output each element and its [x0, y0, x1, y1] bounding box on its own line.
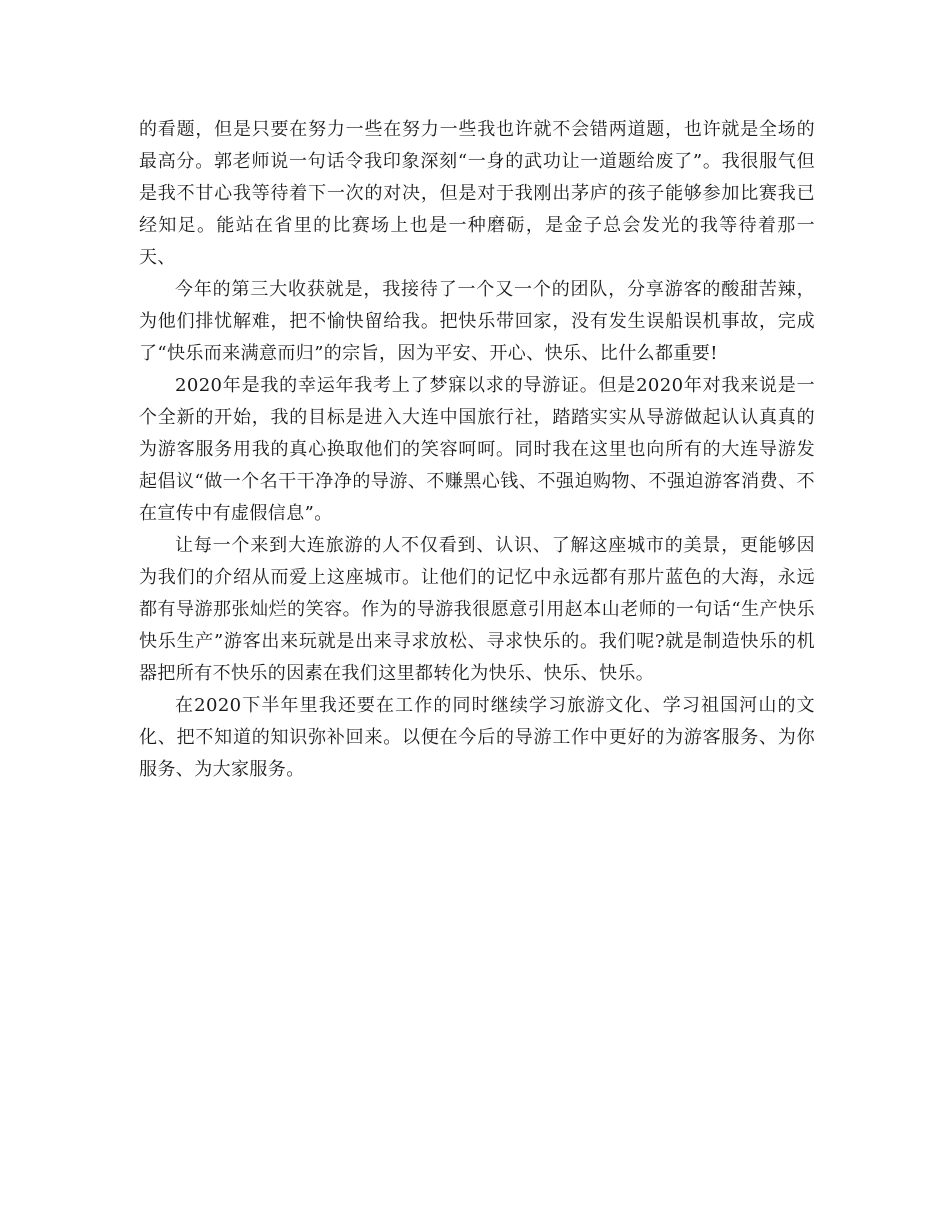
document-body [139, 114, 815, 786]
paragraph-second-half-plan: 在2020下半年里我还要在工作的同时继续学习旅游文化、学习祖国河山的文化、把不知道的知识弥补回来。以便在今后的导游工作中更好的为游客服务、为你服务、为大家服务。 [139, 695, 815, 780]
paragraph-love-city: 让每一个来到大连旅游的人不仅看到、认识、了解这座城市的美景，更能够因为我们的介绍从而爱上这座城市。让他们的记忆中永远都有那片蓝色的大海，永远都有导游那张灿烂的笑容。作为的导游我很愿意引用赵本山老师的一句话“生产快乐快乐生产”游客出来玩就是出来寻求放松、寻求快乐的。我们呢?就是制造快乐的机器把所有不快乐的因素在我们这里都转化为快乐、快乐、快乐。 [139, 535, 815, 684]
paragraph-lucky-year: 2020年是我的幸运年我考上了梦寐以求的导游证。但是2020年对我来说是一个全新的开始，我的目标是进入大连中国旅行社，踏踏实实从导游做起认认真真的为游客服务用我的真心换取他们的笑容呵呵。同时我在这里也向所有的大连导游发起倡议“做一个名干干净净的导游、不赚黑心钱、不强迫购物、不强迫游客消费、不在宣传中有虚假信息”。 [139, 375, 815, 524]
paragraph-continuation: 的看题，但是只要在努力一些在努力一些我也许就不会错两道题，也许就是全场的最高分。郭老师说一句话令我印象深刻“一身的武功让一道题给废了”。我很服气但是我不甘心我等待着下一次的对决，但是对于我刚出茅庐的孩子能够参加比赛我已经知足。能站在省里的比赛场上也是一种磨砺，是金子总会发光的我等待着那一天、 [139, 119, 815, 268]
paragraph-third-harvest: 今年的第三大收获就是，我接待了一个又一个的团队，分享游客的酸甜苦辣，为他们排忧解难，把不愉快留给我。把快乐带回家，没有发生误船误机事故，完成了“快乐而来满意而归”的宗旨，因为平安、开心、快乐、比什么都重要! [139, 279, 815, 364]
